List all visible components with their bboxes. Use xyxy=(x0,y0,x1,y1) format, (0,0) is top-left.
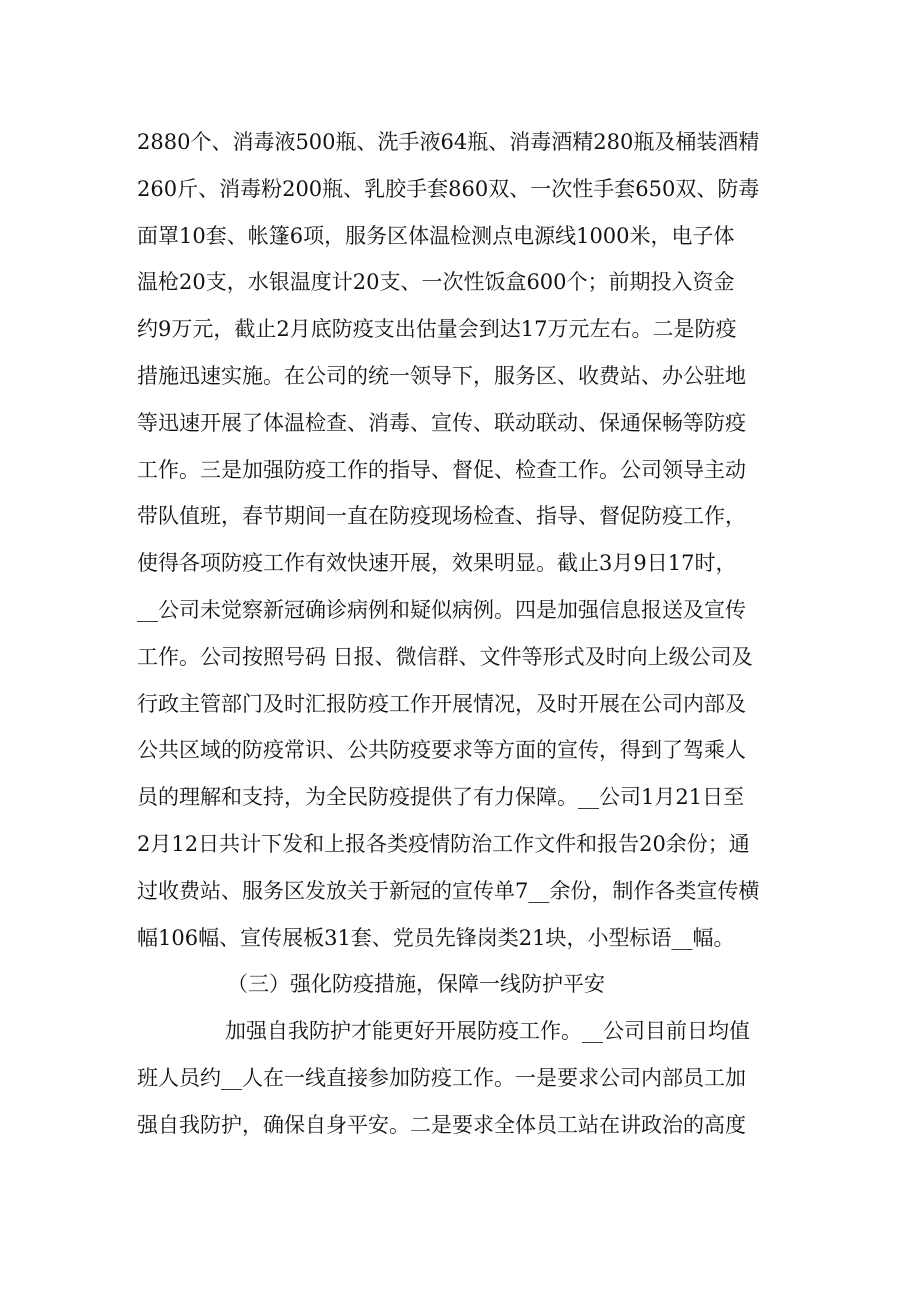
text-line: 约9万元，截止2月底防疫支出估量会到达17万元左右。二是防疫 xyxy=(137,317,737,342)
text-line: 260斤、消毒粉200瓶、乳胶手套860双、一次性手套650双、防毒 xyxy=(137,176,760,201)
body-text xyxy=(137,119,785,1149)
text-line: 公共区域的防疫常识、公共防疫要求等方面的宣传，得到了驾乘人 xyxy=(137,738,746,763)
text-line: 等迅速开展了体温检查、消毒、宣传、联动联动、保通保畅等防疫 xyxy=(137,410,746,435)
text-line: 面罩10套、帐篷6项，服务区体温检测点电源线1000米，电子体 xyxy=(137,223,735,248)
text-line: 工作。公司按照号码 日报、微信群、文件等形式及时向上级公司及 xyxy=(137,644,753,669)
text-line: 强自我防护，确保自身平安。二是要求全体员工站在讲政治的高度 xyxy=(137,1112,746,1137)
text-line: 过收费站、服务区发放关于新冠的宣传单7__余份，制作各类宣传横 xyxy=(137,878,760,903)
text-line: 员的理解和支持，为全民防疫提供了有力保障。__公司1月21日至 xyxy=(137,785,745,810)
text-line: 带队值班，春节期间一直在防疫现场检查、指导、督促防疫工作， xyxy=(137,504,746,529)
section-heading: （三）强化防疫措施，保障一线防护平安 xyxy=(227,972,605,997)
text-line: 行政主管部门及时汇报防疫工作开展情况，及时开展在公司内部及 xyxy=(137,691,746,716)
text-line: 班人员约__人在一线直接参加防疫工作。一是要求公司内部员工加 xyxy=(137,1065,746,1090)
text-line: 温枪20支，水银温度计20支、一次性饭盒600个；前期投入资金 xyxy=(137,270,735,295)
text-line: 工作。三是加强防疫工作的指导、督促、检查工作。公司领导主动 xyxy=(137,457,746,482)
text-line: 幅106幅、宣传展板31套、党员先锋岗类21块，小型标语__幅。 xyxy=(137,925,735,950)
text-line: 2880个、消毒液500瓶、洗手液64瓶、消毒酒精280瓶及桶装酒精 xyxy=(137,130,760,154)
paragraph-first-line: 加强自我防护才能更好开展防疫工作。__公司目前日均值 xyxy=(225,1019,750,1044)
text-line: 措施迅速实施。在公司的统一领导下，服务区、收费站、办公驻地 xyxy=(137,363,746,388)
text-line: __公司未觉察新冠确诊病例和疑似病例。四是加强信息报送及宣传 xyxy=(137,597,746,622)
text-line: 2月12日共计下发和上报各类疫情防治工作文件和报告20余份；通 xyxy=(137,831,750,856)
text-line: 使得各项防疫工作有效快速开展，效果明显。截止3月9日17时， xyxy=(137,551,737,576)
